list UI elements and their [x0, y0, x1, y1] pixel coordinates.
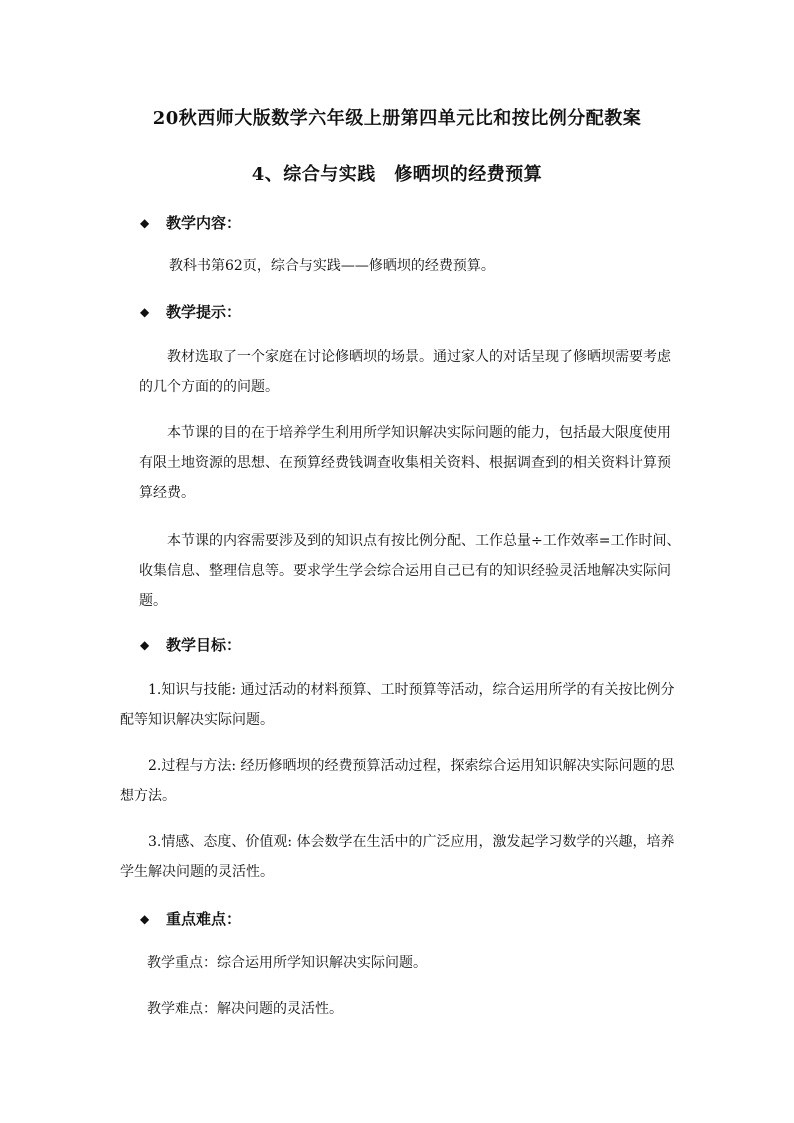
tips-paragraph-2: 本节课的目的在于培养学生利用所学知识解决实际问题的能力，包括最大限度使用有限土地资源的思想、在预算经费钱调查收集相关资料、根据调查到的相关资料计算预算经费。 [139, 425, 671, 501]
diamond-bullet-icon: ◆ [140, 911, 150, 926]
document-subtitle: 4、综合与实践 修晒坝的经费预算 [251, 164, 543, 185]
diamond-bullet-icon: ◆ [140, 304, 150, 319]
section-heading-label: 教学提示： [166, 303, 242, 321]
section-heading-label: 教学目标： [166, 636, 242, 654]
goal-item-3: 3.情感、态度、价值观: 体会数学在生活中的广泛应用，激发起学习数学的兴趣，培养学生解决问题的灵活性。 [120, 834, 675, 880]
document-title: 20秋西师大版数学六年级上册第四单元比和按比例分配教案 [152, 108, 642, 129]
goal-item-2: 2.过程与方法: 经历修晒坝的经费预算活动过程，探索综合运用知识解决实际问题的思想方法。 [120, 758, 675, 804]
tips-paragraph-1: 教材选取了一个家庭在讨论修晒坝的场景。通过家人的对话呈现了修晒坝需要考虑的几个方面的的问题。 [139, 349, 671, 395]
tips-paragraph-3: 本节课的内容需要涉及到的知识点有按比例分配、工作总量÷工作效率=工作时间、收集信息、整理信息等。要求学生学会综合运用自己已有的知识经验灵活地解决实际问题。 [139, 533, 681, 609]
goal-item-1: 1.知识与技能: 通过活动的材料预算、工时预算等活动，综合运用所学的有关按比例分配等知识解决实际问题。 [120, 682, 675, 728]
section-heading-label: 教学内容： [166, 214, 242, 232]
section-heading-key-points [140, 908, 241, 929]
section-heading-label: 重点难点： [166, 910, 242, 928]
teaching-focus: 教学重点：综合运用所学知识解决实际问题。 [147, 955, 427, 971]
content-text: 教科书第62页，综合与实践——修晒坝的经费预算。 [169, 258, 495, 274]
diamond-bullet-icon: ◆ [140, 215, 150, 230]
section-heading-goals [140, 634, 241, 655]
section-heading-content [140, 212, 241, 233]
section-heading-tips [140, 301, 241, 322]
teaching-difficulty: 教学难点：解决问题的灵活性。 [147, 1001, 343, 1017]
diamond-bullet-icon: ◆ [140, 637, 150, 652]
